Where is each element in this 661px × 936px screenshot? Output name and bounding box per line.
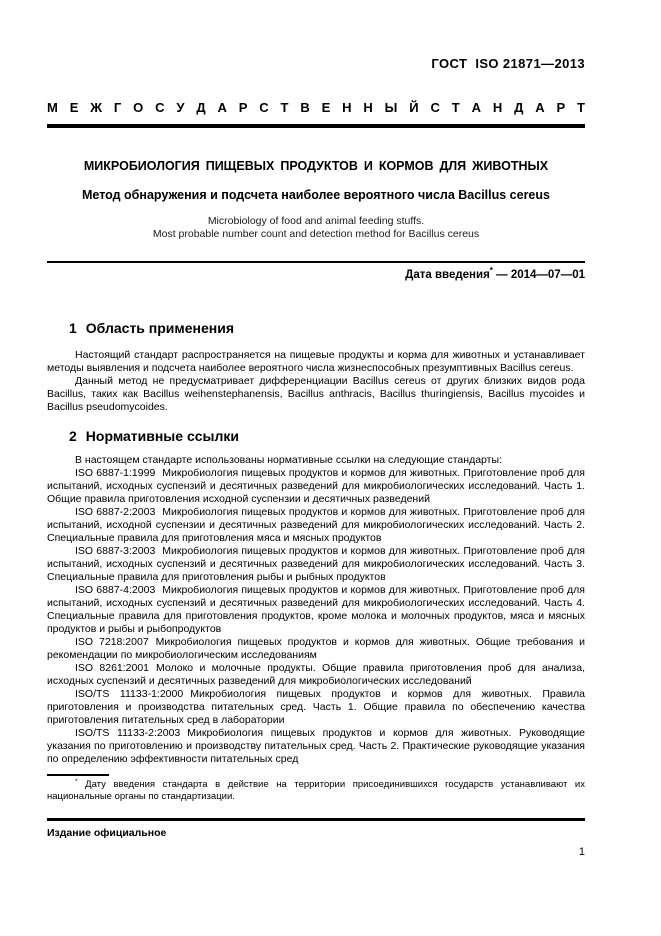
scope-paragraph: Настоящий стандарт распространяется на пищевые продукты и корма для животных и устанавливает методы выявления и подсчета наиболее вероятного числа жизнеспособных презумптивных Bacillus cereus. bbox=[47, 349, 585, 374]
section-2-heading bbox=[47, 428, 585, 445]
reference-item bbox=[47, 688, 585, 727]
reference-item bbox=[47, 467, 585, 506]
reference-code: ISO 7218:2007 bbox=[75, 636, 149, 648]
scope-paragraph: Данный метод не предусматривает дифференциации Bacillus cereus от других близких видов рода Bacillus, таких как Bacillus weihenstephanensis, Bacillus anthracis, Bacillus thuringiensis, Bacillus mycoides и Bacillus pseudomycoides. bbox=[47, 375, 585, 413]
reference-text: Микробиология пищевых продуктов и кормов для животных. Приготовление проб для испытаний, исходных суспензий и десятичных разведений для микробиологических исследований. Часть 3. Специальные правила для приготовления рыбы и рыбных продуктов bbox=[47, 545, 585, 583]
header-rule bbox=[47, 124, 585, 128]
title-en-line2: Most probable number count and detection method for Bacillus cereus bbox=[152, 228, 480, 240]
reference-code: ISO 6887-2:2003 bbox=[75, 506, 156, 518]
date-rule bbox=[47, 261, 585, 263]
footnote-text bbox=[47, 779, 585, 803]
title-ru-sub: Метод обнаружения и подсчета наиболее вероятного числа Bacillus cereus bbox=[82, 188, 550, 202]
effective-date-footnote-mark: * bbox=[489, 266, 493, 276]
references-intro: В настоящем стандарте использованы нормативные ссылки на следующие стандарты: bbox=[75, 454, 502, 466]
reference-text: Молоко и молочные продукты. Общие правила приготовления проб для анализа, исходных суспензий и десятичных разведений для микробиологических исследований bbox=[47, 662, 585, 687]
reference-item bbox=[47, 545, 585, 584]
page-number: 1 bbox=[578, 846, 585, 858]
reference-code: ISO 8261:2001 bbox=[75, 662, 150, 674]
footnote-block bbox=[47, 774, 585, 803]
footer-rule bbox=[47, 818, 585, 821]
reference-item bbox=[47, 506, 585, 545]
reference-text: Микробиология пищевых продуктов и кормов для животных. Приготовление проб для испытаний, исходных суспензий и десятичных разведений для микробиологических исследований. Часть 1. Общие правила приготовления исходной суспензии и десятичных разведений bbox=[47, 467, 585, 505]
reference-text: Микробиология пищевых продуктов и кормов для животных. Общие требования и рекомендации по микробиологическим исследованиям bbox=[47, 636, 585, 661]
effective-date bbox=[47, 268, 585, 282]
title-ru-main: МИКРОБИОЛОГИЯ ПИЩЕВЫХ ПРОДУКТОВ И КОРМОВ ДЛЯ ЖИВОТНЫХ bbox=[83, 159, 549, 173]
section-2-title: Нормативные ссылки bbox=[85, 428, 239, 444]
standard-type-banner: М Е Ж Г О С У Д А Р С Т В Е Н Н Ы Й С Т А Н Д А Р Т bbox=[47, 100, 585, 115]
section-1-number: 1 bbox=[69, 320, 77, 336]
footnote-body: Дату введения стандарта в действие на территории присоединившихся государств устанавливают их национальные органы по стандартизации. bbox=[47, 779, 585, 802]
edition-note: Издание официальное bbox=[47, 827, 167, 839]
section-1-heading bbox=[47, 320, 585, 337]
reference-code: ISO 6887-3:2003 bbox=[75, 545, 156, 557]
footnote-separator-rule bbox=[47, 774, 109, 776]
reference-code: ISO/TS 11133-2:2003 bbox=[75, 727, 181, 739]
reference-code: ISO 6887-4:2003 bbox=[75, 584, 156, 596]
reference-text: Микробиология пищевых продуктов и кормов для животных. Правила приготовления и производства питательных сред. Часть 1. Общие правила по обеспечению качества приготовления питательных сред в лаборатории bbox=[47, 688, 586, 726]
reference-code: ISO/TS 11133-1:2000 bbox=[75, 688, 184, 700]
title-en-line1: Microbiology of food and animal feeding stuffs. bbox=[207, 215, 425, 227]
reference-text: Микробиология пищевых продуктов и кормов для животных. Приготовление проб для испытаний, исходных суспензий и десятичных разведений для микробиологических исследований. Часть 4. Специальные правила для приготовления продуктов, кроме молока и молочных продуктов, мяса и мясных продуктов и рыбы и рыбопродуктов bbox=[47, 584, 585, 635]
reference-item bbox=[47, 584, 585, 636]
footnote-mark: * bbox=[75, 777, 78, 785]
effective-date-value: — 2014—07—01 bbox=[492, 269, 585, 281]
reference-item bbox=[47, 662, 585, 688]
reference-item bbox=[47, 636, 585, 662]
effective-date-label: Дата введения bbox=[405, 269, 490, 281]
reference-code: ISO 6887-1:1999 bbox=[75, 467, 156, 479]
reference-item bbox=[47, 727, 585, 766]
section-2-number: 2 bbox=[69, 428, 77, 444]
reference-text: Микробиология пищевых продуктов и кормов для животных. Руководящие указания по приготовлению и производству питательных сред. Часть 2. Практические руководящие указания по определению эффективности питательных сред bbox=[47, 727, 585, 765]
doc-code: ГОСТ ISO 21871—2013 bbox=[431, 56, 585, 71]
section-1-title: Область применения bbox=[85, 320, 235, 336]
reference-text: Микробиология пищевых продуктов и кормов для животных. Приготовление проб для испытаний, исходной суспензии и десятичных разведений для микробиологических исследований. Часть 2. Специальные правила для приготовления мяса и мясных продуктов bbox=[47, 506, 585, 544]
